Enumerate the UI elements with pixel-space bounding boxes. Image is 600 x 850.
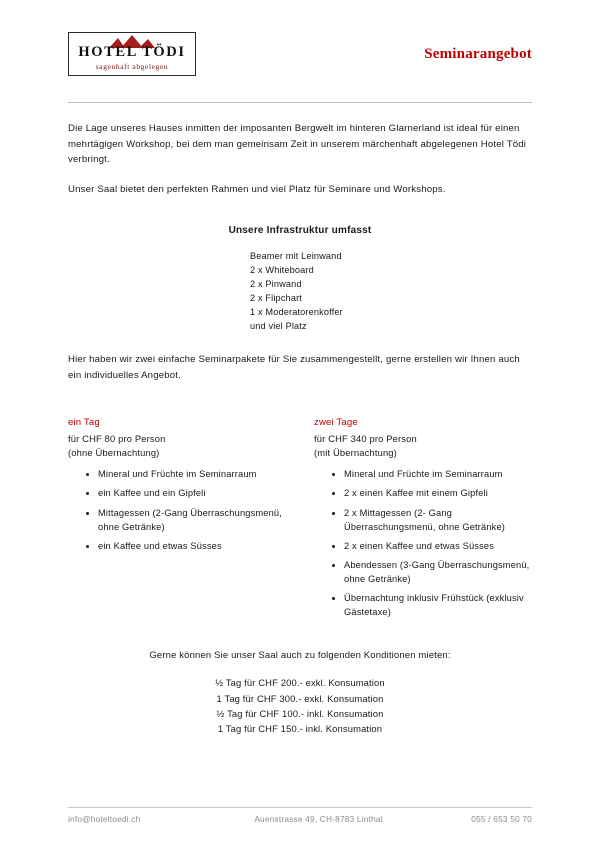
list-item: • ein Kaffee und ein Gipfeli xyxy=(98,486,300,500)
list-item: • 2 x einen Kaffee und etwas Süsses xyxy=(344,539,532,553)
list-item: 2 x Whiteboard xyxy=(250,265,314,276)
page-title: Seminarangebot xyxy=(424,46,532,62)
package-two-days xyxy=(300,417,532,624)
list-item: ½ Tag für CHF 200.- exkl. Konsumation xyxy=(215,677,385,689)
document-header xyxy=(68,0,532,96)
list-item: • Mittagessen (2-Gang Überraschungsmenü, ohne Getränke) xyxy=(98,506,300,534)
package-note: (mit Übernachtung) xyxy=(314,447,397,459)
list-item: • Übernachtung inklusiv Frühstück (exklusiv Gästetaxe) xyxy=(344,591,532,619)
list-item: • Mineral und Früchte im Seminarraum xyxy=(344,467,532,481)
packages-lead: Hier haben wir zwei einfache Seminarpakete für Sie zusammengestellt, gerne erstellen wir Ihnen auch ein individuelles Angebot. xyxy=(68,354,520,381)
logo-title: HOTEL TÖDI xyxy=(78,44,186,60)
package-price: für CHF 80 pro Person xyxy=(68,433,166,445)
document-footer xyxy=(68,807,532,824)
list-item: • ein Kaffee und etwas Süsses xyxy=(98,539,300,553)
list-item: • Abendessen (3-Gang Überraschungsmenü, ohne Getränke) xyxy=(344,558,532,586)
intro-paragraph-1: Die Lage unseres Hauses inmitten der imposanten Bergwelt im hinteren Glarnerland ist ideal für einen mehrtägigen Workshop, bei dem man gemeinsam Zeit in unserem märchenhaft abgelegenen Hotel Tödi verbringt. xyxy=(68,123,527,166)
logo-subtitle: sagenhaft abgelegen xyxy=(95,62,169,71)
hotel-logo xyxy=(68,32,196,76)
footer-phone: 055 / 653 50 70 xyxy=(471,814,532,824)
package-items xyxy=(68,467,300,553)
packages-section xyxy=(68,417,532,624)
footer-address: Auenstrasse 49, CH-8783 Linthal xyxy=(254,814,383,824)
list-item: • Mineral und Früchte im Seminarraum xyxy=(98,467,300,481)
list-item: 1 Tag für CHF 300.- exkl. Konsumation xyxy=(216,692,384,704)
list-item: • 2 x Mittagessen (2- Gang Überraschungsmenü, ohne Getränke) xyxy=(344,506,532,534)
list-item: • 2 x einen Kaffee mit einem Gipfeli xyxy=(344,486,532,500)
list-item: Beamer mit Leinwand xyxy=(250,251,342,262)
package-items xyxy=(314,467,532,619)
infrastructure-heading: Unsere Infrastruktur umfasst xyxy=(228,225,372,237)
infrastructure-list xyxy=(68,250,532,334)
list-item: 1 x Moderatorenkoffer xyxy=(250,307,343,318)
conditions-lead: Gerne können Sie unser Saal auch zu folgenden Konditionen mieten: xyxy=(149,650,451,662)
footer-email[interactable]: info@hoteltoedi.ch xyxy=(68,814,141,824)
package-one-day xyxy=(68,417,300,624)
list-item: 2 x Pinwand xyxy=(250,279,302,290)
list-item: ½ Tag für CHF 100.- inkl. Konsumation xyxy=(216,707,384,719)
package-title: ein Tag xyxy=(68,417,100,429)
list-item: 1 Tag für CHF 150.- inkl. Konsumation xyxy=(217,723,383,735)
list-item: und viel Platz xyxy=(250,321,307,332)
footer-divider xyxy=(68,807,532,808)
package-price: für CHF 340 pro Person xyxy=(314,433,417,445)
list-item: 2 x Flipchart xyxy=(250,293,302,304)
package-note: (ohne Übernachtung) xyxy=(68,447,160,459)
conditions-list xyxy=(68,675,532,736)
intro-paragraph-2: Unser Saal bietet den perfekten Rahmen und viel Platz für Seminare und Workshops. xyxy=(68,183,446,195)
package-title: zwei Tage xyxy=(314,417,358,429)
header-divider xyxy=(68,102,532,103)
